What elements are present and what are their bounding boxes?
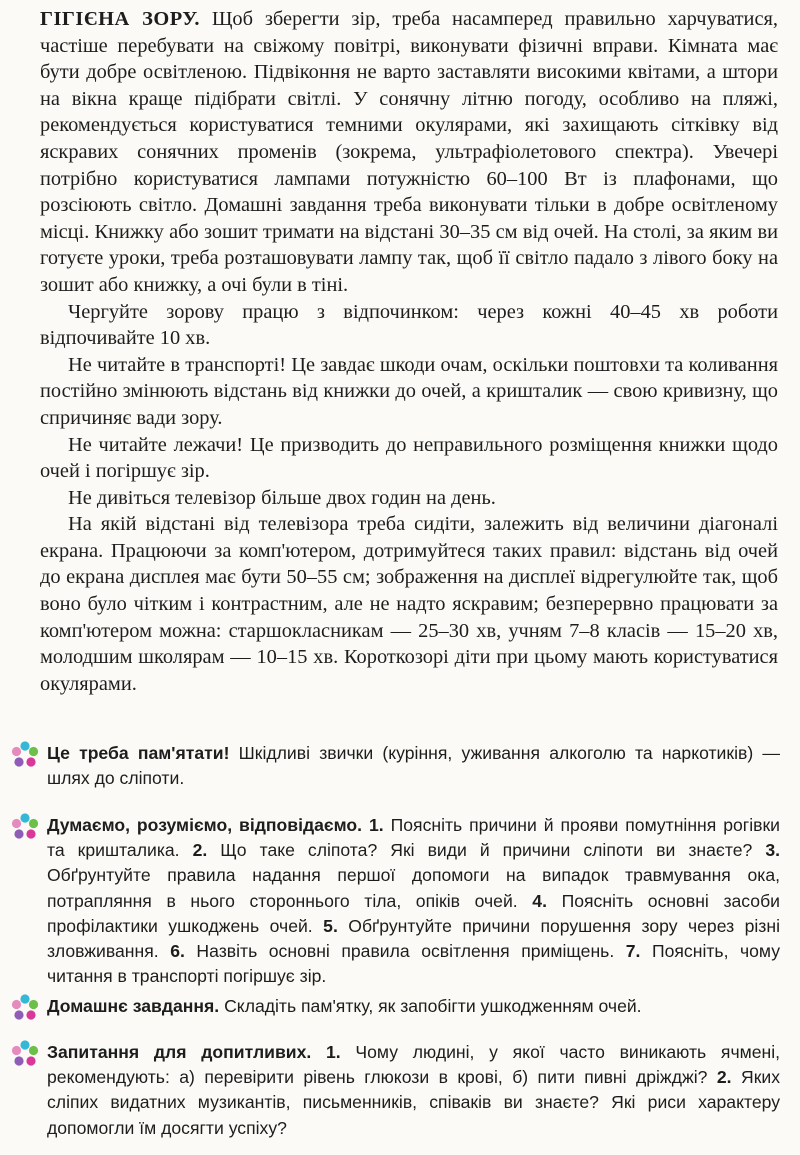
think-box	[10, 813, 780, 989]
curious-box	[10, 1040, 780, 1141]
paragraph-lying: Не читайте лежачи! Це призводить до неправильного розміщення книжки щодо очей і погіршує зір.	[40, 433, 778, 483]
question-text: Назвіть основні правила освітлення приміщень.	[196, 941, 615, 962]
remember-box	[10, 741, 780, 791]
question-text: Обґрунтуйте причини порушення зору через різні зловживання.	[47, 915, 781, 962]
flower-icon	[10, 993, 40, 1023]
question-text: Поясніть основні засоби профілактики ушкоджень очей.	[47, 890, 780, 936]
remember-label: Це треба пам'ятати!	[47, 743, 230, 763]
curious-label: Запитання для допитливих.	[47, 1042, 312, 1062]
curious-text	[47, 1040, 780, 1141]
question-text: Чому людині, у якої часто виникають ячмені, рекомендують: а) перевірити рівень глюкози в крові, б) пити пивні дріжджі?	[47, 1042, 781, 1088]
question-number: 5.	[323, 915, 338, 936]
homework-text	[47, 994, 780, 1019]
question-text: Обґрунтуйте правила надання першої допомоги на випадок травмування ока, потрапляння в нього стороннього тіла, опіків очей.	[47, 865, 780, 911]
question-number: 1.	[369, 815, 384, 835]
section-heading: ГІГІЄНА ЗОРУ.	[40, 8, 200, 30]
paragraph-text: Щоб зберегти зір, треба насамперед правильно харчуватися, частіше перебувати на свіжому повітрі, виконувати фізичні вправи. Кімната має бути добре освітленою. Підвіконня не варто заставляти високими квітами, а штори на вікна краще підібрати світлі. У сонячну літню погоду, особливо на пляжі, рекомендується користуватися темними окулярами, які захищають сітківку від яскравих сонячних променів (зокрема, ультрафіолетового спектра). Увечері потрібно користуватися лампами потужністю 60–100 Вт із плафонами, що розсіюють світло. Домашні завдання треба виконувати тільки в добре освітленому місці. Книжку або зошит тримати на відстані 30–35 см від очей. На столі, за яким ви готуєте уроки, треба розташовувати лампу так, щоб її світло падало з лівого боку на зошит або книжку, а очі були в тіні.	[40, 8, 778, 296]
homework-body: Складіть пам'ятку, як запобігти ушкодженням очей.	[224, 996, 642, 1016]
question-number: 4.	[532, 890, 547, 911]
think-text	[47, 813, 780, 989]
paragraph-transport: Не читайте в транспорті! Це завдає шкоди очам, оскільки поштовхи та коливання постійно змінюють відстань від книжки до очей, а кришталик — свою кривизну, що спричиняє вади зору.	[40, 353, 778, 429]
flower-icon	[10, 740, 40, 770]
think-label: Думаємо, розуміємо, відповідаємо.	[47, 815, 363, 835]
homework-label: Домашнє завдання.	[47, 996, 220, 1016]
flower-icon	[10, 1039, 40, 1069]
homework-box	[10, 994, 780, 1023]
main-text	[40, 6, 778, 697]
question-number: 6.	[170, 941, 185, 962]
question-number: 1.	[326, 1042, 341, 1062]
question-text: Поясніть, чому читання в транспорті погіршує зір.	[47, 941, 781, 987]
question-number: 2.	[716, 1067, 732, 1088]
paragraph-rest: Чергуйте зорову працю з відпочинком: через кожні 40–45 хв роботи відпочивайте 10 хв.	[40, 300, 778, 350]
question-number: 2.	[192, 840, 208, 861]
question-text: Яких сліпих видатних музикантів, письменників, співаків ви знаєте? Які риси характеру допомогли їм досягти успіху?	[47, 1067, 781, 1138]
flower-icon	[10, 812, 40, 842]
remember-text	[47, 741, 780, 791]
question-text: Поясніть причини й прояви помутніння рогівки та кришталика.	[47, 815, 780, 861]
remember-body: Шкідливі звички (куріння, уживання алкоголю та наркотиків) — шлях до сліпоти.	[47, 743, 781, 789]
question-number: 3.	[765, 840, 781, 861]
question-text: Що таке сліпота? Які види й причини сліпоти ви знаєте?	[220, 840, 753, 861]
paragraph-eye-hygiene	[40, 6, 778, 299]
question-number: 7.	[625, 941, 641, 962]
paragraph-tv: Не дивіться телевізор більше двох годин на день.	[68, 486, 496, 509]
paragraph-computer: На якій відстані від телевізора треба сидіти, залежить від величини діагоналі екрана. Працюючи за комп'ютером, дотримуйтеся таких правил: відстань від очей до екрана дисплея має бути 50–55 см; зображення на дисплеї відрегулюйте так, щоб воно було чітким і контрастним, але не надто яскравим; безперервно працювати за комп'ютером можна: старшокласникам — 25–30 хв, учням 7–8 класів — 15–20 хв, молодшим школярам — 10–15 хв. Короткозорі діти при цьому мають користуватися окулярами.	[40, 513, 778, 695]
